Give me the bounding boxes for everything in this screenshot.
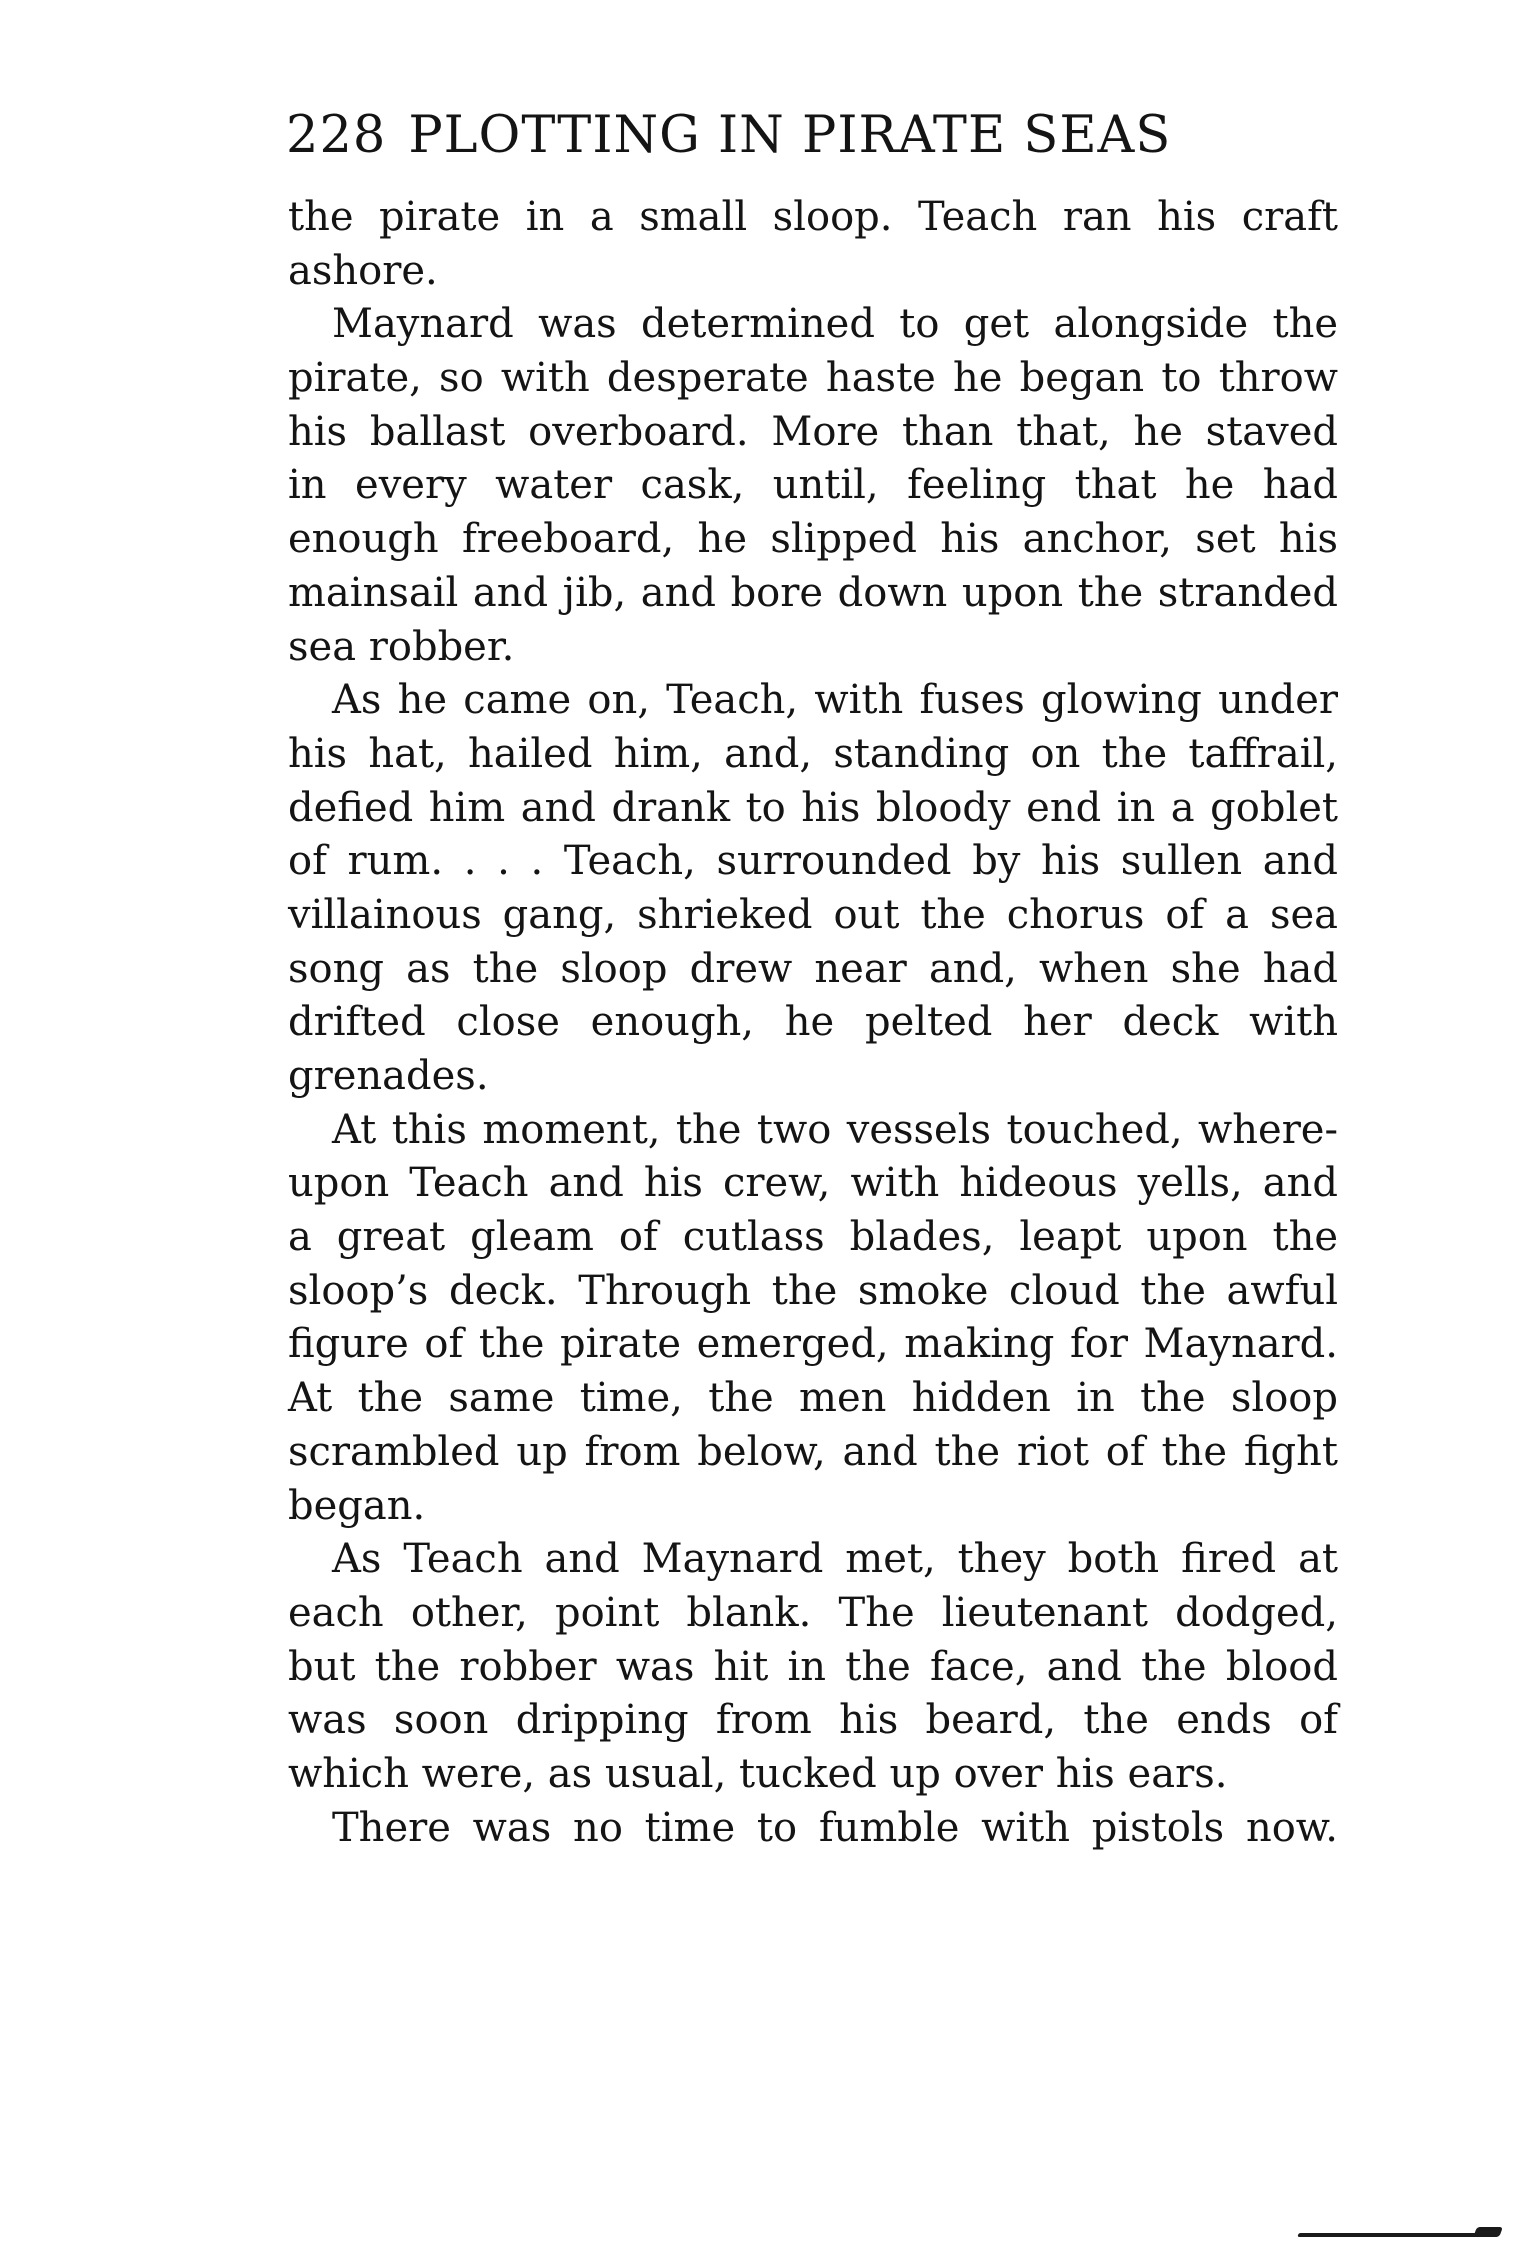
text-line: a great gleam of cutlass blades, leapt upon the	[288, 1214, 1338, 1261]
text-line: each other, point blank. The lieutenant dodged,	[288, 1589, 1338, 1636]
text-line: but the robber was hit in the face, and the blood	[288, 1643, 1338, 1690]
text-line: in every water cask, until, feeling that he had	[288, 462, 1338, 509]
text-line: pirate, so with desperate haste he began to throw	[288, 355, 1338, 402]
text-line: sea robber.	[288, 623, 515, 670]
text-line: As he came on, Teach, with fuses glowing under	[332, 677, 1338, 724]
text-line: mainsail and jib, and bore down upon the stranded	[288, 569, 1338, 616]
text-line: his hat, hailed him, and, standing on the taffrail,	[288, 730, 1338, 777]
text-line: figure of the pirate emerged, making for Maynard.	[288, 1321, 1338, 1368]
running-title: PLOTTING IN PIRATE SEAS	[408, 106, 1172, 165]
corner-ink-mark	[1297, 2233, 1498, 2237]
text-line: the pirate in a small sloop. Teach ran his craft	[288, 194, 1338, 240]
text-line: sloop’s deck. Through the smoke cloud the awful	[288, 1267, 1338, 1314]
text-line: of rum. . . . Teach, surrounded by his sullen and	[288, 838, 1338, 885]
text-line: There was no time to fumble with pistols now.	[332, 1804, 1338, 1851]
text-line: which were, as usual, tucked up over his ears.	[288, 1750, 1228, 1797]
text-line: his ballast overboard. More than that, he staved	[288, 408, 1338, 455]
running-header	[286, 106, 1346, 166]
text-line: villainous gang, shrieked out the chorus of a sea	[288, 891, 1338, 938]
text-line: Maynard was determined to get alongside the	[332, 301, 1338, 348]
text-line: As Teach and Maynard met, they both fired at	[332, 1536, 1338, 1583]
text-line: enough freeboard, he slipped his anchor, set his	[288, 516, 1338, 563]
text-line: drifted close enough, he pelted her deck with	[288, 999, 1338, 1046]
text-line: began.	[288, 1482, 426, 1529]
body-text	[288, 191, 1338, 1855]
text-line: was soon dripping from his beard, the ends of	[288, 1697, 1338, 1744]
text-line: ashore.	[288, 247, 438, 294]
text-line: song as the sloop drew near and, when she had	[288, 945, 1338, 992]
text-line: At this moment, the two vessels touched, where-	[332, 1106, 1338, 1153]
text-line: At the same time, the men hidden in the sloop	[288, 1375, 1338, 1422]
text-line: grenades.	[288, 1053, 489, 1099]
text-line: defied him and drank to his bloody end in a goblet	[288, 784, 1338, 831]
text-line: scrambled up from below, and the riot of the fight	[288, 1428, 1338, 1475]
text-line: upon Teach and his crew, with hideous yells, and	[288, 1160, 1338, 1207]
page-number: 228	[286, 106, 387, 165]
